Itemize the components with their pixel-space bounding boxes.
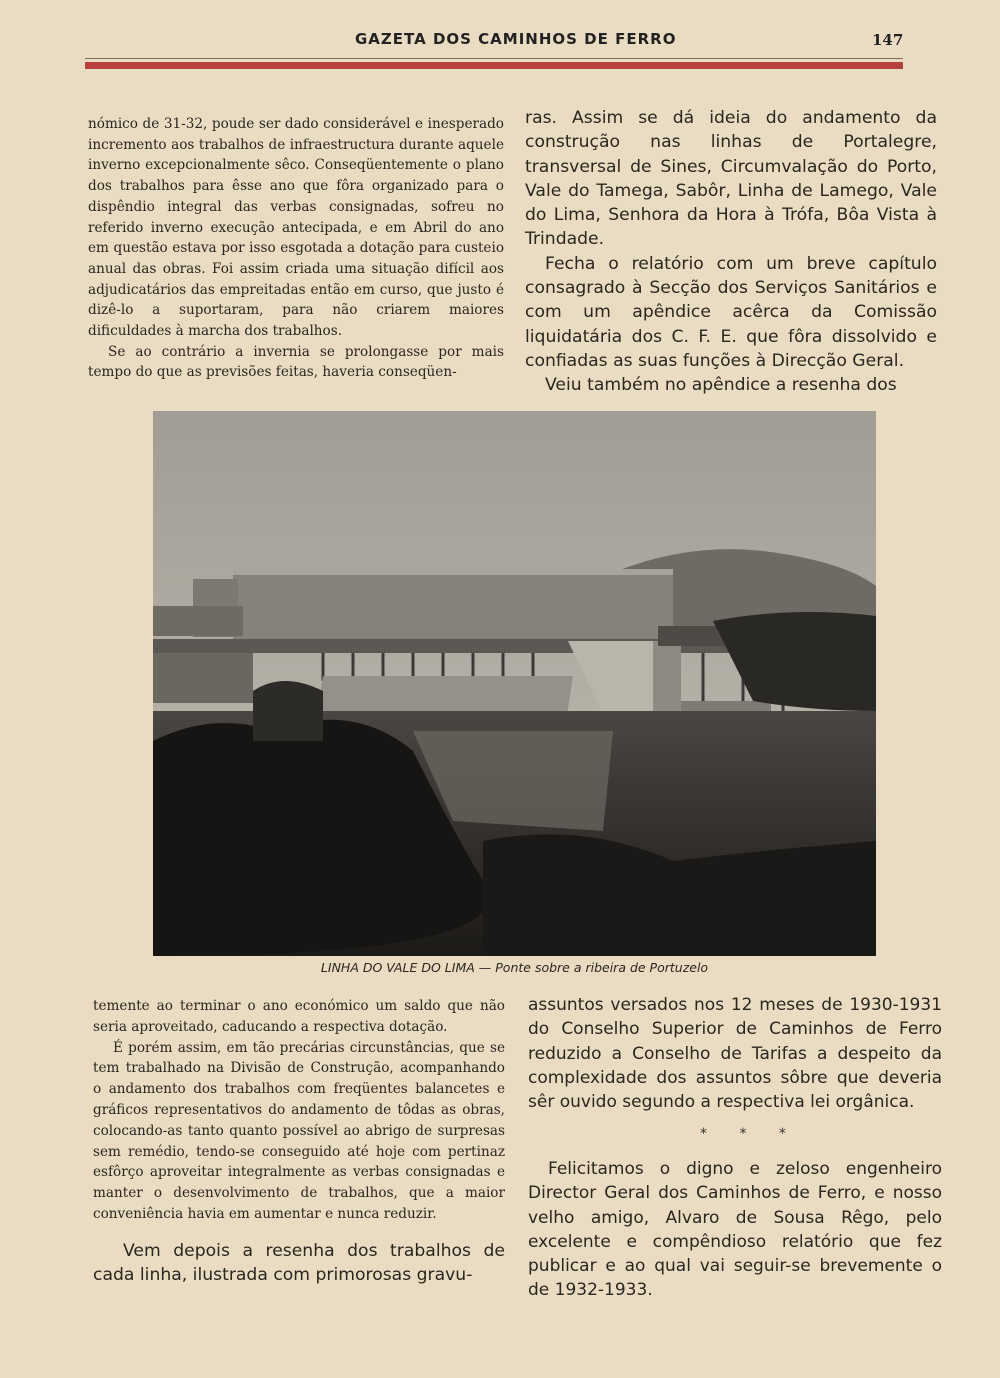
caption-title: LINHA DO VALE DO LIMA — [320, 960, 475, 975]
caption-text: Ponte sobre a ribeira de Portuzelo — [495, 960, 709, 975]
paragraph: Fecha o relatório com um breve capítulo consagrado à Secção dos Serviços Sanitários e com um apêndice acêrca da Comissão liquidatária dos C. F. E. que fôra dissolvido e confiadas as suas funções à Direcção Geral. — [525, 253, 937, 371]
paragraph: É porém assim, em tão precárias circunstâncias, que se tem trabalhado na Divisão de Construção, acompanhando o andamento dos trabalhos com freqüentes balancetes e gráficos representativos do andamento de tôdas as obras, colocando-as tanto quanto possível ao abrigo de surpresas sem remédio, tendo-se conseguido até hoje com pertinaz esfôrço aproveitar integralmente as verbas consignadas e manter o desenvolvimento de trabalhos, que a maior conveniência havia em aumentar e nunca reduzir. — [93, 1039, 505, 1222]
bridge-photograph — [153, 411, 876, 956]
paragraph: ras. Assim se dá ideia do andamento da construção nas linhas de Portalegre, transversal de Sines, Circumvalação do Porto, Vale do Tamega, Sabôr, Linha de Lamego, Vale do Lima, Senhora da Hora à Trófa, Bôa Vista à Trindade. — [525, 108, 937, 250]
running-header-title: GAZETA DOS CAMINHOS DE FERRO — [355, 30, 677, 48]
paragraph: temente ao terminar o ano económico um saldo que não seria aproveitado, caducando a respectiva dotação. — [93, 998, 505, 1035]
left-column-bottom — [93, 996, 505, 1287]
bridge-photo-illustration — [153, 411, 876, 956]
section-separator: * * * — [700, 1126, 800, 1142]
right-column-bottom — [528, 993, 942, 1114]
photo-caption — [153, 960, 876, 975]
header-red-rule — [85, 62, 903, 69]
header-thin-rule — [85, 58, 903, 59]
left-column-top — [88, 114, 504, 383]
paragraph: Vem depois a resenha dos trabalhos de cada linha, ilustrada com primorosas gravu- — [93, 1240, 505, 1286]
caption-dash: — — [474, 960, 496, 975]
paragraph: assuntos versados nos 12 meses de 1930-1931 do Conselho Superior de Caminhos de Ferro reduzido a Conselho de Tarifas a despeito da complexidade dos assuntos sôbre que deveria sêr ouvido segundo a respectiva lei orgânica. — [528, 995, 942, 1113]
right-column-top — [525, 106, 937, 398]
paragraph: Veiu também no apêndice a resenha dos — [545, 375, 897, 396]
paragraph: Felicitamos o digno e zeloso engenheiro Director Geral dos Caminhos de Ferro, e nosso velho amigo, Alvaro de Sousa Rêgo, pelo excelente e compêndioso relatório que fez publicar e ao qual vai seguir-se brevemente o de 1932-1933. — [528, 1159, 942, 1301]
page-number: 147 — [872, 31, 904, 49]
paragraph: Se ao contrário a invernia se prolongasse por mais tempo do que as previsões feitas, haveria conseqüen- — [88, 343, 504, 381]
paragraph: nómico de 31-32, poude ser dado considerável e inesperado incremento aos trabalhos de infraestructura durante aquele inverno excepcionalmente sêco. Conseqüentemente o plano dos trabalhos para êsse ano que fôra organizado para o dispêndio integral das verbas consignadas, sofreu no referido inverno execução antecipada, e em Abril do ano em questão estava por isso esgotada a dotação para custeio anual das obras. Foi assim criada uma situação difícil aos adjudicatários das empreitadas então em curso, que justo é dizê-lo a suportaram, para não criarem maiores dificuldades à marcha dos trabalhos. — [88, 116, 504, 340]
right-column-final — [528, 1157, 942, 1303]
